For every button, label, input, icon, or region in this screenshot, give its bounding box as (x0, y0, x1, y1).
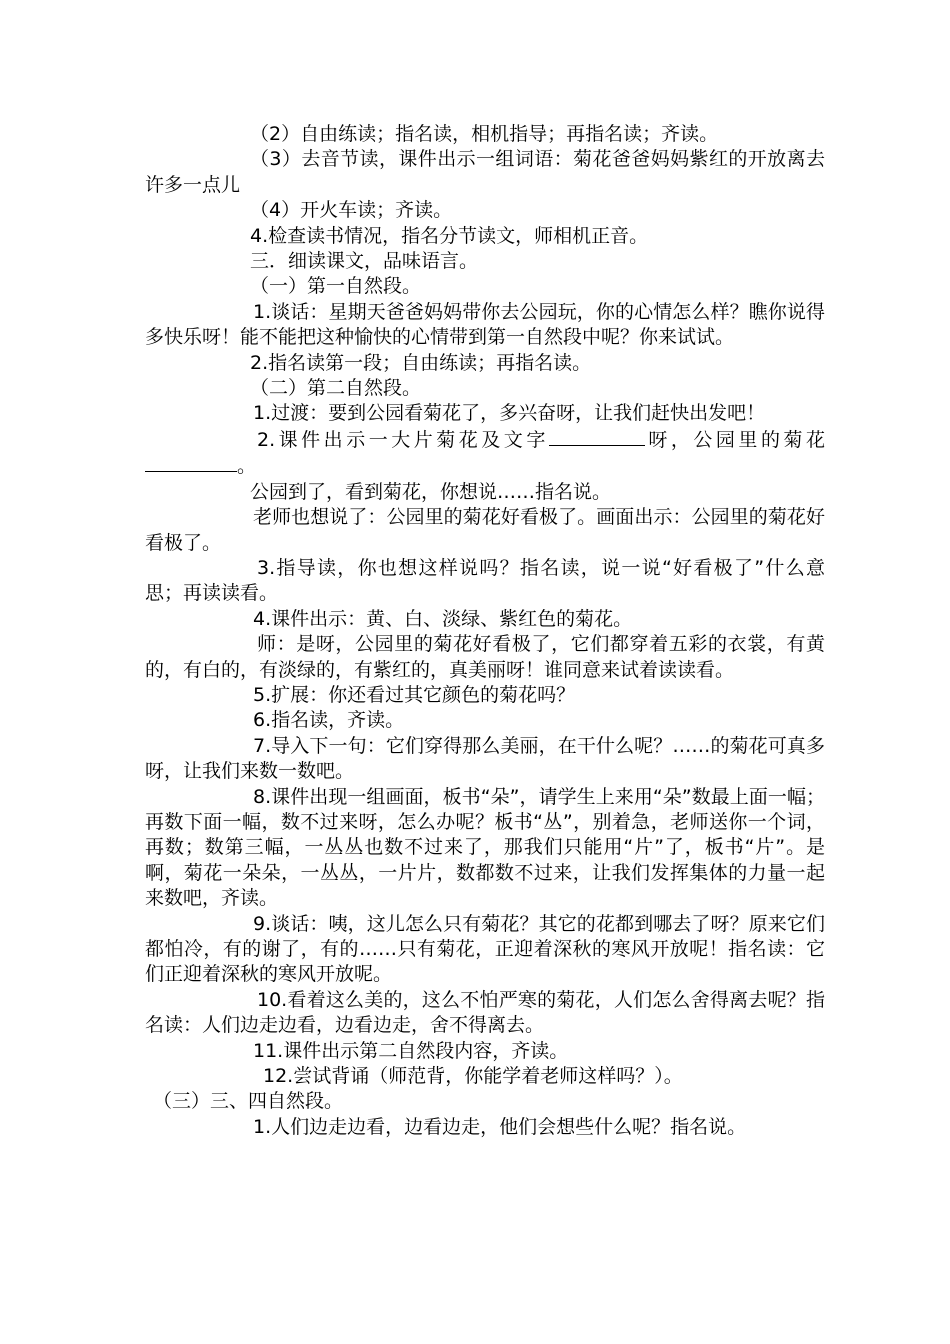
paragraph: 老师也想说了：公园里的菊花好看极了。画面出示：公园里的菊花好看极了。 (145, 506, 825, 554)
document-body (145, 122, 825, 1140)
paragraph: 12.尝试背诵（师范背，你能学着老师这样吗？）。 (263, 1065, 683, 1088)
subsection-heading: （三）三、四自然段。 (153, 1090, 344, 1113)
fill-in-blank (549, 427, 645, 446)
paragraph-text: 2.课件出示一大片菊花及文字 (257, 428, 549, 451)
paragraph: 8.课件出现一组画面，板书“朵”，请学生上来用“朵”数最上面一幅；再数下面一幅，数不过来呀，怎么办呢？板书“丛”，别着急，老师送你一个词，再数；数第三幅，一丛丛也数不过来了，那我们只能用“片”了，板书“片”。是啊，菊花一朵朵，一丛丛，一片片，数都数不过来，让我们发挥集体的力量一起来数吧，齐读。 (145, 785, 825, 910)
paragraph-text: 。 (237, 455, 257, 478)
paragraph: 1.人们边走边看，边看边走，他们会想些什么呢？指名说。 (253, 1115, 747, 1138)
paragraph: 9.谈话：咦，这儿怎么只有菊花？其它的花都到哪去了呀？原来它们都怕冷，有的谢了，有的……只有菊花，正迎着深秋的寒风开放呢！指名读：它们正迎着深秋的寒风开放呢。 (145, 912, 825, 986)
paragraph: 2.指名读第一段；自由练读；再指名读。 (250, 351, 592, 374)
paragraph: 1.过渡：要到公园看菊花了，多兴奋呀，让我们赶快出发吧！ (253, 402, 766, 425)
paragraph: 5.扩展：你还看过其它颜色的菊花吗？ (253, 683, 576, 706)
paragraph-with-blanks (145, 427, 825, 480)
paragraph: （4）开火车读；齐读。 (250, 199, 453, 222)
paragraph: （2）自由练读；指名读，相机指导；再指名读；齐读。 (250, 123, 719, 145)
paragraph: 7.导入下一句：它们穿得那么美丽，在干什么呢？……的菊花可真多呀，让我们来数一数吧。 (145, 734, 825, 783)
section-heading: 三．细读课文，品味语言。 (250, 250, 479, 273)
fill-in-blank (145, 453, 237, 472)
subsection-heading: （一）第一自然段。 (250, 275, 422, 298)
paragraph: 公园到了，看到菊花，你想说……指名说。 (250, 480, 612, 503)
paragraph: 6.指名读，齐读。 (253, 709, 405, 732)
paragraph: 3.指导读，你也想这样说吗？指名读，说一说“好看极了”什么意思；再读读看。 (145, 556, 825, 605)
paragraph: 10.看着这么美的，这么不怕严寒的菊花，人们怎么舍得离去呢？指名读：人们边走边看，边看边走，舍不得离去。 (145, 988, 825, 1037)
paragraph: 4.检查读书情况，指名分节读文，师相机正音。 (250, 224, 649, 247)
paragraph: 1.谈话：星期天爸爸妈妈带你去公园玩，你的心情怎么样？瞧你说得多快乐呀！能不能把这种愉快的心情带到第一自然段中呢？你来试试。 (145, 300, 825, 349)
paragraph: 4.课件出示：黄、白、淡绿、紫红色的菊花。 (253, 607, 633, 630)
paragraph: 师：是呀，公园里的菊花好看极了，它们都穿着五彩的衣裳，有黄的，有白的，有淡绿的，有紫红的，真美丽呀！谁同意来试着读读看。 (145, 633, 825, 681)
paragraph-text: 呀，公园里的菊花 (644, 428, 825, 451)
subsection-heading: （二）第二自然段。 (250, 377, 422, 400)
paragraph: （3）去音节读，课件出示一组词语：菊花爸爸妈妈紫红的开放离去许多一点儿 (145, 148, 825, 196)
paragraph: 11.课件出示第二自然段内容，齐读。 (253, 1039, 569, 1062)
